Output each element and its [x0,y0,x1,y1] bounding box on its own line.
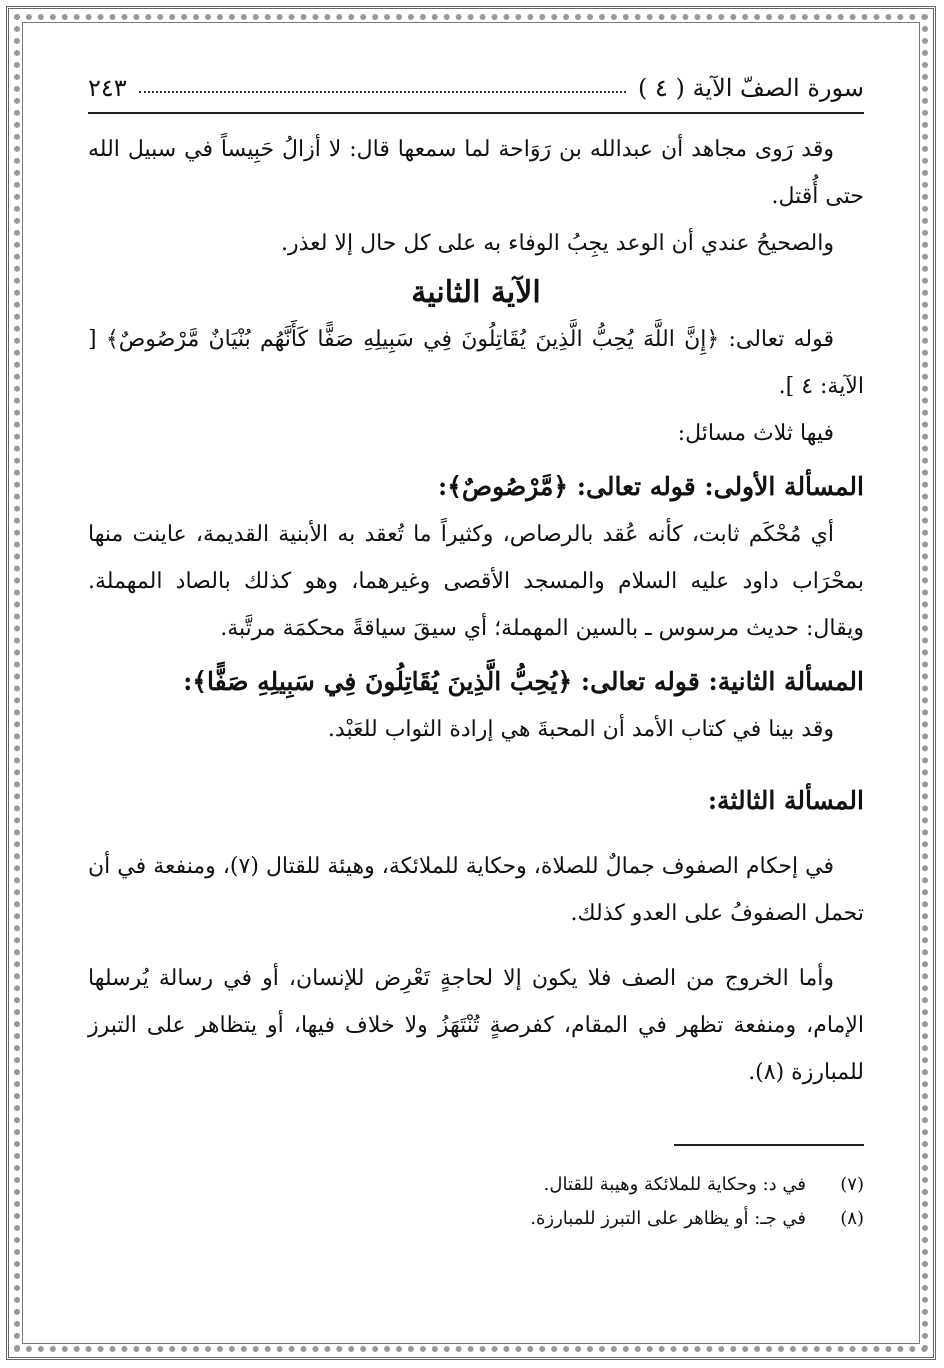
footnote-text: في جـ: أو يظاهر على التبرز للمبارزة. [530,1208,806,1229]
issue2-heading: المسألة الثانية: قوله تعالى: ﴿يُحِبُّ الَّذِينَ يُقَاتِلُونَ فِي سَبِيلِهِ صَفًّا﴾: [183,667,864,696]
header-surah: سورة الصفّ الآية ( ٤ ) [638,74,864,102]
issue3-body-1: في إحكام الصفوف جمالٌ للصلاة، وحكاية للملائكة، وهيئة للقتال (٧)، ومنفعة في أن تحمل الصفوفُ على العدو كذلك. [88,854,864,926]
page-content [88,64,864,1236]
paragraph-promise: والصحيحُ عندي أن الوعد يجِبُ الوفاء به على كل حال إلا لعذر. [280,231,834,256]
issue1-body: أي مُحْكَم ثابت، كأنه عُقد بالرصاص، وكثيراً ما تُعقد به الأبنية القديمة، عاينت منها بمحْرَاب داود عليه السلام والمسجد الأقصى وغيرهما، وهو كذلك بالصاد المهملة. ويقال: حديث مرسوس ـ بالسين المهملة؛ أي سيقَ سياقةً محكمَة مرتَّبة. [88,522,864,641]
issues-intro: فيها ثلاث مسائل: [677,421,834,446]
issue2-body: وقد بينا في كتاب الأمد أن المحبةَ هي إرادة الثواب للعَبْد. [327,717,834,742]
footnote-number: (٧) [840,1174,864,1195]
footnote [88,1168,864,1202]
footnote [88,1202,864,1236]
verse-paragraph: قوله تعالى: ﴿إِنَّ اللَّهَ يُحِبُّ الَّذِينَ يُقَاتِلُونَ فِي سَبِيلِهِ صَفًّا كَأَنَّهُم بُنْيَانٌ مَّرْصُوصٌ﴾ [ الآية: ٤ ]. [88,327,864,399]
footnote-separator [674,1144,864,1146]
issue3-body-2: وأما الخروج من الصف فلا يكون إلا لحاجةٍ تَعْرِض للإنسان، أو في رسالة يُرسلها الإمام، ومنفعة تظهر في المقام، كفرصةٍ تُنْتَهَزُ ولا خلاف فيها، أو يتظاهر على التبرز للمبارزة (٨). [88,966,864,1085]
running-header [88,64,864,114]
header-dot-leader [139,83,626,93]
paragraph-mujahid: وقد رَوى مجاهد أن عبدالله بن رَوَاحة لما سمعها قال: لا أزالُ حَبِيساً في سبيل الله حتى أُقتل. [88,137,864,209]
issue1-heading: المسألة الأولى: قوله تعالى: ﴿مَّرْصُوصٌ﴾: [437,472,864,501]
section-title: الآية الثانية [411,275,541,310]
issue3-heading: المسألة الثالثة: [707,786,864,815]
footnote-number: (٨) [840,1208,864,1229]
page-number: ٢٤٣ [88,74,127,102]
footnote-text: في د: وحكاية للملائكة وهيبة للقتال. [543,1174,806,1195]
